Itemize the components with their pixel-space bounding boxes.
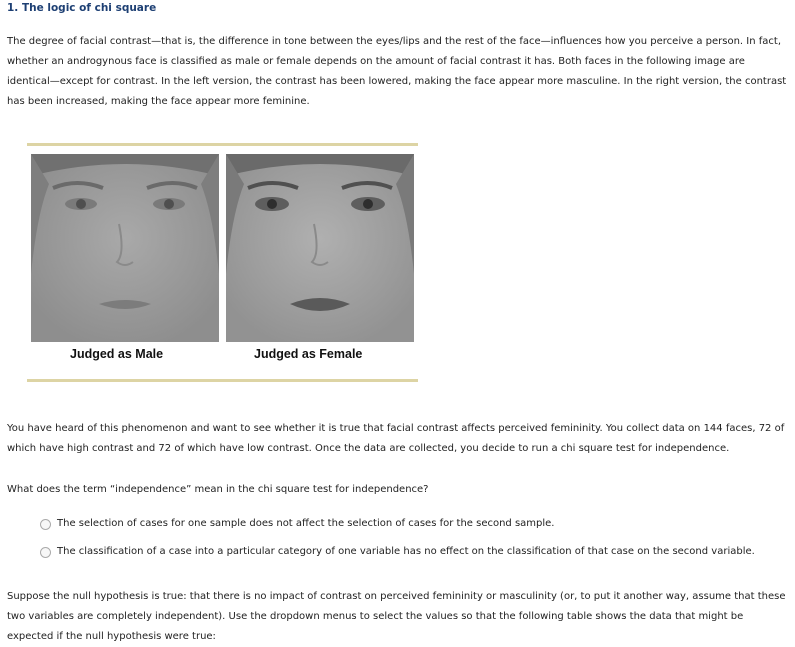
answer-option-1[interactable] bbox=[40, 517, 555, 531]
radio-button[interactable] bbox=[40, 519, 51, 530]
followup-paragraph: Suppose the null hypothesis is true: that there is no impact of contrast on perceived femininity or masculinity (or, to put it another way, assume that these two variables are completely independent). Use the dropdown menus to select the values so that the following table shows the data that might be expected if the null hypothesis were true: bbox=[7, 591, 786, 642]
answer-option-2[interactable] bbox=[40, 545, 755, 559]
figure-bottom-rule bbox=[27, 379, 418, 382]
low-contrast-face-image bbox=[31, 154, 219, 342]
high-contrast-face-image bbox=[226, 154, 414, 342]
answer-option-label: The classification of a case into a particular category of one variable has no effect on the classification of that case on the second variable. bbox=[57, 546, 755, 557]
left-face-caption: Judged as Male bbox=[70, 347, 164, 361]
figure-top-rule bbox=[27, 143, 418, 146]
radio-button[interactable] bbox=[40, 547, 51, 558]
question-prompt: What does the term “independence” mean in the chi square test for independence? bbox=[7, 484, 429, 495]
answer-option-label: The selection of cases for one sample does not affect the selection of cases for the second sample. bbox=[57, 518, 555, 529]
face-contrast-figure bbox=[27, 143, 418, 383]
question-title: 1. The logic of chi square bbox=[7, 2, 157, 14]
intro-paragraph: The degree of facial contrast—that is, the difference in tone between the eyes/lips and the rest of the face—influences how you perceive a person. In fact, whether an androgynous face is classified as male or female depends on the amount of facial contrast it has. Both faces in the following image are identical—except for contrast. In the left version, the contrast has been lowered, making the face appear more masculine. In the right version, the contrast has been increased, making the face appear more feminine. bbox=[7, 36, 787, 107]
setup-paragraph: You have heard of this phenomenon and want to see whether it is true that facial contrast affects perceived femininity. You collect data on 144 faces, 72 of which have high contrast and 72 of which have low contrast. Once the data are collected, you decide to run a chi square test for independence. bbox=[7, 423, 785, 454]
right-face-caption: Judged as Female bbox=[254, 347, 363, 361]
